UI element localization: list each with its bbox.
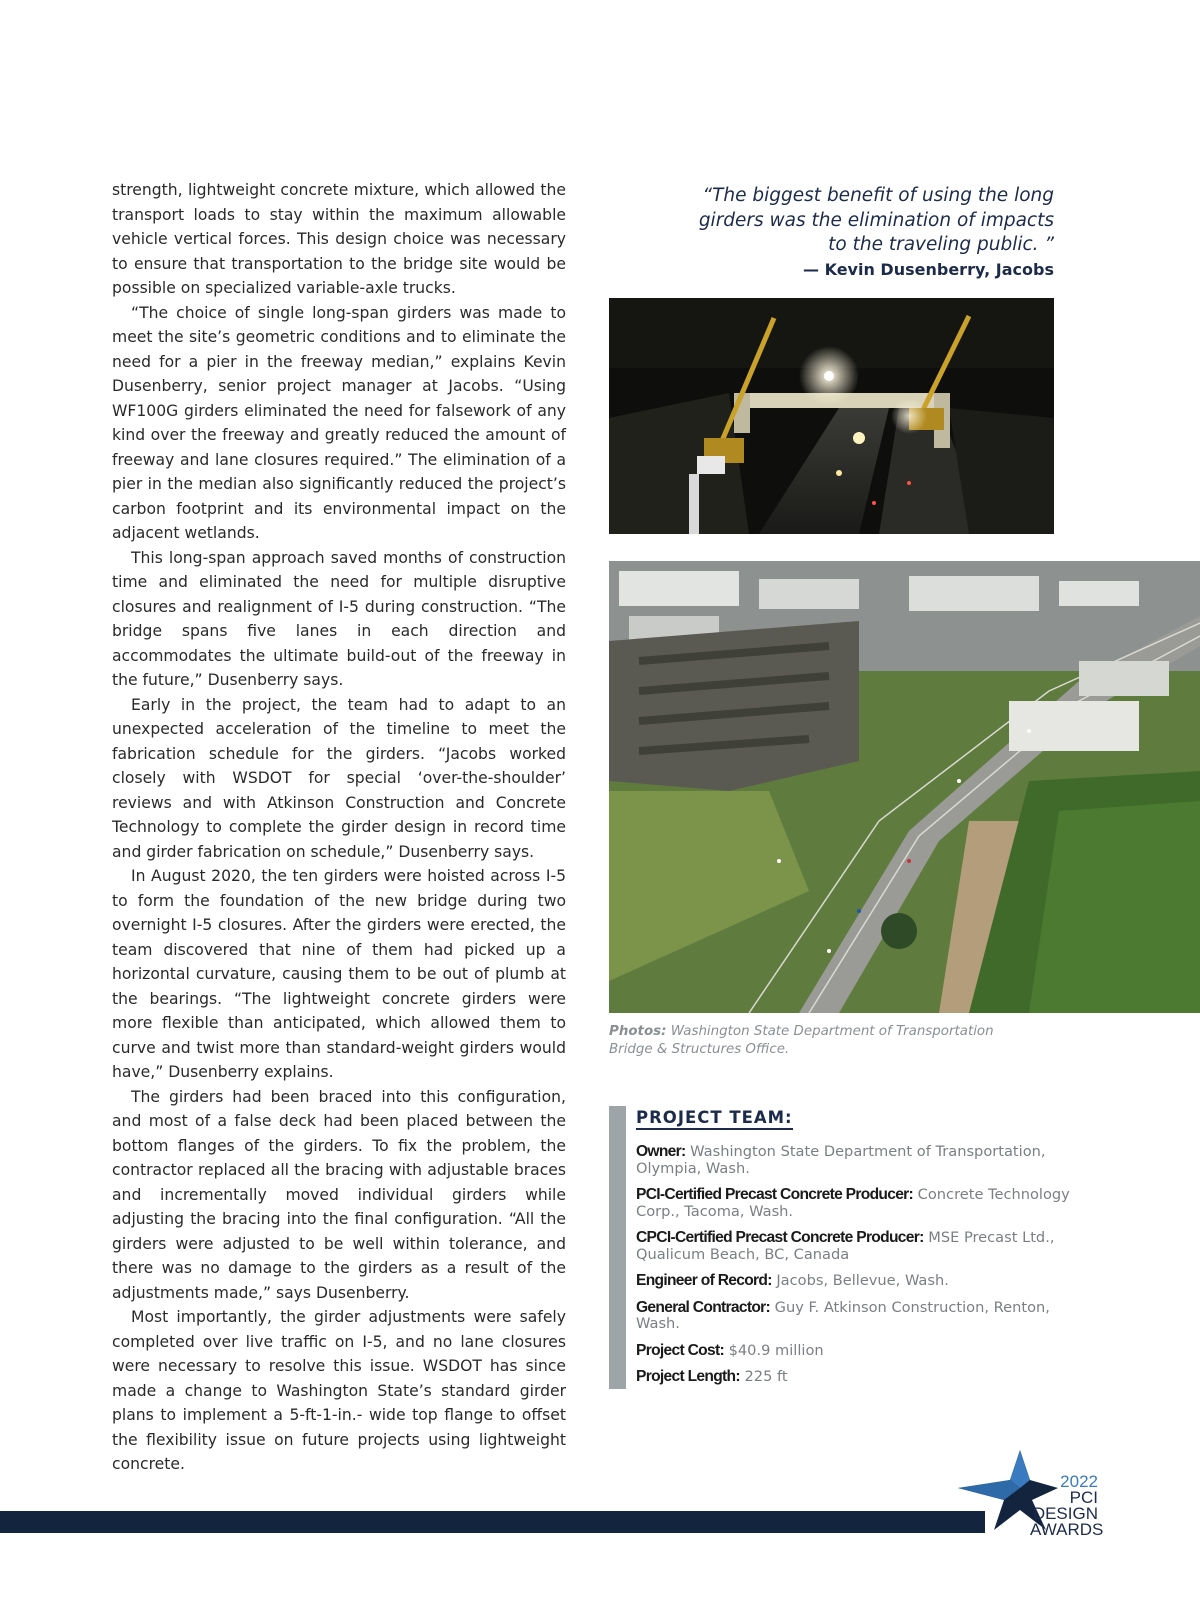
team-item-label: Project Cost:	[636, 1341, 724, 1359]
project-team-title: PROJECT TEAM:	[636, 1108, 793, 1130]
award-line2: DESIGN	[1032, 1504, 1098, 1523]
pull-quote	[690, 184, 1054, 282]
project-team-box	[636, 1108, 1096, 1396]
team-item-cpci-producer	[636, 1230, 1096, 1263]
photo-caption-text: Washington State Department of Transportation Bridge & Structures Office.	[609, 1024, 994, 1057]
team-item-owner	[636, 1144, 1096, 1177]
aerial-freeway-photo	[609, 561, 1200, 1013]
team-item-value: Concrete Technology Corp., Tacoma, Wash.	[636, 1186, 1070, 1220]
night-construction-photo	[609, 298, 1054, 534]
team-item-label: PCI-Certified Precast Concrete Producer:	[636, 1186, 914, 1203]
team-item-label: Owner:	[636, 1143, 686, 1160]
award-line3: AWARDS	[1030, 1520, 1104, 1539]
pull-quote-attribution: — Kevin Dusenberry, Jacobs	[803, 259, 1054, 279]
team-item-value: Guy F. Atkinson Construction, Renton, Wash.	[636, 1298, 1050, 1332]
project-team-accent-bar	[609, 1106, 626, 1389]
article-paragraph: strength, lightweight concrete mixture, which allowed the transport loads to stay within the maximum allowable vehicle vertical forces. This design choice was necessary to ensure that transportation to the bridge site would be possible on specialized variable-axle trucks.	[112, 181, 566, 297]
team-item-value: Jacobs, Bellevue, Wash.	[776, 1272, 949, 1289]
team-item-label: Engineer of Record:	[636, 1272, 772, 1289]
team-item-contractor	[636, 1300, 1096, 1333]
article-paragraph: Most importantly, the girder adjustments were safely completed over live traffic on I-5, and no lane closures were necessary to resolve this issue. WSDOT has since made a change to Washington State’s standard girder plans to implement a 5-ft-1-in.- wide top flange to offset the flexibility issue on future projects using lightweight concrete.	[112, 1308, 566, 1473]
footer-band	[0, 1511, 985, 1533]
team-item-value: $40.9 million	[728, 1341, 824, 1359]
award-year: 2022	[1060, 1472, 1098, 1491]
team-item-pci-producer	[636, 1187, 1096, 1220]
pull-quote-text: “The biggest benefit of using the long girders was the elimination of impacts to the traveling public. ”	[698, 185, 1054, 255]
team-item-label: Project Length:	[636, 1368, 740, 1385]
team-item-label: CPCI-Certified Precast Concrete Producer:	[636, 1229, 924, 1246]
article-paragraph: Early in the project, the team had to adapt to an unexpected acceleration of the timeline to meet the fabrication schedule for the girders. “Jacobs worked closely with WSDOT for special ‘over-the-shoulder’ reviews and with Atkinson Construction and Concrete Technology to complete the girder design in record time and girder fabrication on schedule,” Dusenberry says.	[112, 695, 566, 861]
team-item-engineer	[636, 1273, 1096, 1290]
award-logo-text	[1030, 1472, 1104, 1539]
award-line1: PCI	[1069, 1488, 1098, 1507]
team-item-value: 225 ft	[744, 1368, 788, 1385]
team-item-cost	[636, 1343, 1096, 1360]
article-paragraph: The girders had been braced into this configuration, and most of a false deck had been placed between the bottom flanges of the girders. To fix the problem, the contractor replaced all the bracing with adjustable braces and incrementally moved individual girders while adjusting the bracing into the final configuration. “All the girders were adjusted to be well within tolerance, and there was no damage to the girders as a result of the adjustments made,” says Dusenberry.	[112, 1087, 566, 1302]
article-paragraph: “The choice of single long-span girders was made to meet the site’s geometric conditions and to eliminate the need for a pier in the freeway median,” explains Kevin Dusenberry, senior project manager at Jacobs. “Using WF100G girders eliminated the need for falsework of any kind over the freeway and greatly reduced the amount of freeway and lane closures required.” The elimination of a pier in the median also significantly reduced the project’s carbon footprint and its environmental impact on the adjacent wetlands.	[112, 303, 566, 542]
article-body	[112, 178, 566, 1477]
article-paragraph: In August 2020, the ten girders were hoisted across I-5 to form the foundation of the new bridge during two overnight I-5 closures. After the girders were erected, the team discovered that nine of them had picked up a horizontal curvature, causing them to be out of plumb at the bearings. “The lightweight concrete girders were more flexible than anticipated, which allowed them to curve and twist more than standard-weight girders would have,” Dusenberry explains.	[112, 867, 566, 1081]
photo-caption-label: Photos:	[609, 1024, 667, 1039]
team-item-value: MSE Precast Ltd., Qualicum Beach, BC, Canada	[636, 1229, 1055, 1263]
photo-caption	[609, 1023, 1029, 1059]
team-item-value: Washington State Department of Transportation, Olympia, Wash.	[636, 1143, 1046, 1177]
team-item-label: General Contractor:	[636, 1298, 771, 1316]
team-item-length	[636, 1369, 1096, 1386]
article-paragraph: This long-span approach saved months of construction time and eliminated the need for multiple disruptive closures and realignment of I-5 during construction. “The bridge spans five lanes in each direction and accommodates the ultimate build-out of the freeway in the future,” Dusenberry says.	[112, 548, 566, 689]
